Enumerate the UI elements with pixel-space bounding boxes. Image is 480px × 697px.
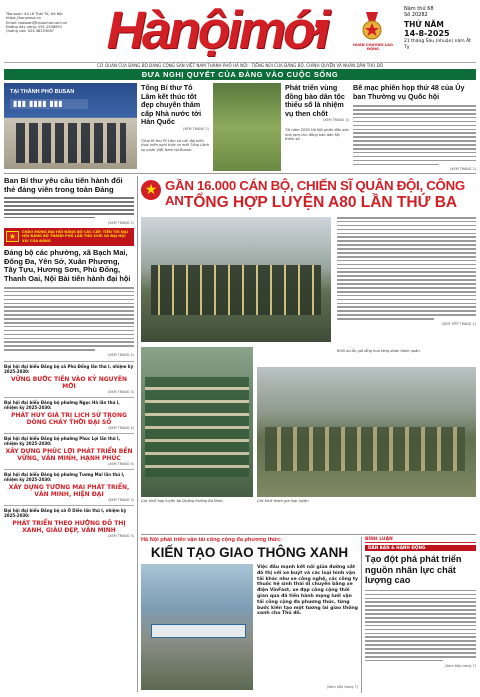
- forest-story-caption: Tới năm 2030 Hà Nội phấn đấu xóa nhà tạm cho đồng bào dân tộc thiểu số.: [285, 128, 349, 141]
- lead-divider: [141, 534, 476, 535]
- lead-story[interactable]: [141, 177, 476, 532]
- sub-item-more[interactable]: (XEM TRANG 3): [107, 390, 134, 395]
- sub-item-title: Đại hội đại biểu Đảng bộ phường Ngọc Hà lần thứ I, nhiệm kỳ 2025-2030:: [4, 400, 120, 411]
- masthead-tagline: CƠ QUAN CỦA ĐẢNG BỘ ĐẢNG CỘNG SẢN VIỆT NAM THÀNH PHỐ HÀ NỘI · TIẾNG NÓI CỦA ĐẢNG BỘ, CHÍNH QUYỀN VÀ NHÂN DÂN THỦ ĐÔ: [4, 62, 476, 69]
- korea-photo-banner: TẠI THÀNH PHỐ BUSAN: [10, 89, 75, 95]
- lead-photo-square[interactable]: [257, 367, 476, 497]
- ads-line: Quảng cáo: 024.38253067: [6, 29, 55, 34]
- sub-item[interactable]: [4, 469, 134, 502]
- lunar-date: 21 tháng Sáu (nhuận) năm Ất Tỵ: [404, 39, 471, 50]
- sub-item-title: Đại hội đại biểu Đảng bộ xã Phù Đổng lần thứ I, nhiệm kỳ 2025-2030:: [4, 364, 134, 375]
- sub-item-more[interactable]: (XEM TRANG 4): [107, 462, 134, 467]
- sub-item[interactable]: [4, 505, 134, 538]
- flag-icon: ★: [6, 231, 19, 242]
- left-column: [4, 176, 134, 692]
- lead-photo-women-rows: [145, 377, 249, 477]
- star-icon: ★: [141, 180, 161, 200]
- sub-item-more[interactable]: (XEM TRANG 4): [107, 426, 134, 431]
- forest-photo[interactable]: [213, 83, 281, 171]
- congress-story-body: [353, 105, 476, 165]
- issue-number: Số 20282: [404, 12, 428, 18]
- award-badge-text: HUÂN CHƯƠNG LAO ĐỘNG: [353, 43, 393, 51]
- korea-story-more[interactable]: (XEM TRANG 2): [182, 126, 209, 131]
- lead-photo-soldiers: [151, 265, 321, 315]
- ward-headline[interactable]: Đảng bộ các phường, xã Bạch Mai, Đống Đa, Yên Sở, Xuân Phương, Tây Tựu, Hương Sơn, Phù Đổng, Thanh Oai, Nội Bài tiến hành đại hội: [4, 247, 131, 284]
- congress-banner: [4, 228, 134, 246]
- lead-story-body: [337, 217, 476, 326]
- congress-story-headline[interactable]: Bế mạc phiên họp thứ 48 của Ủy ban Thường vụ Quốc hội: [353, 83, 465, 101]
- korea-photo-sign: ▮▮▮ ▮▮▮▮ ▮▮▮: [10, 99, 88, 109]
- weekday: THỨ NĂM: [404, 20, 444, 29]
- sub-item-title: Đại hội đại biểu Đảng bộ phường Tương Mai lần thứ I, nhiệm kỳ 2025-2030:: [4, 472, 125, 483]
- transport-more[interactable]: (Xem tiếp trang 7): [326, 685, 358, 689]
- lead-photo-parade-top[interactable]: [141, 217, 331, 342]
- lead-photo-women[interactable]: [141, 347, 253, 497]
- korea-story-caption: Tổng Bí thư Tô Lâm và các đại biểu thực hiện nghi thức ra mắt Tổng Lãnh sự quán Việt Nam tại Busan.: [141, 138, 209, 152]
- email-line[interactable]: Email: toasoan@hanoimoi.com.vn: [6, 20, 68, 25]
- editorial-body: [365, 590, 476, 662]
- korea-photo-people: [16, 123, 126, 163]
- sub-item[interactable]: [4, 433, 134, 466]
- sub-item-more[interactable]: (XEM TRANG 5): [107, 498, 134, 503]
- congress-story-more[interactable]: (XEM TRANG 2): [449, 167, 476, 172]
- transport-lede: Việc đầu mạnh kết nối giữa đường sắt đô thị với xe buýt và các loại hình vận tải khác như xe công nghệ, các công ty thuốc hệ sinh thái di chuyển bằng xe điện VinFast, xe đạp công cộng thời gian qua đã tiến hành mạng lưới vận tải công cộng đa phương thức, từng bước kiến tạo một tương lai giao thông xanh cho Thủ đô.: [257, 565, 359, 617]
- masthead-left-info: [6, 12, 84, 33]
- sub-item-more[interactable]: (XEM TRANG 5): [107, 534, 134, 539]
- sub-item-highlight[interactable]: XÂY DỰNG TƯƠNG MAI PHÁT TRIỂN, VĂN MINH, HIỆN ĐẠI: [8, 484, 130, 499]
- masthead-banner: ĐƯA NGHỊ QUYẾT CỦA ĐẢNG VÀO CUỘC SỐNG: [4, 69, 476, 80]
- editorial-headline[interactable]: Tạo đột phá phát triển nguồn nhân lực chất lượng cao: [365, 554, 462, 586]
- transport-divider: [361, 537, 362, 693]
- lead-story-headline-2[interactable]: TỔNG HỢP LUYỆN A80 LẦN THỨ BA: [183, 194, 458, 211]
- award-medal-icon: [360, 12, 384, 42]
- editorial-section: DÂN BÀN & HÀNH ĐỘNG: [365, 545, 476, 551]
- forest-story[interactable]: [285, 84, 349, 141]
- year-of-publication: Năm thứ 68: [404, 6, 434, 12]
- sub-item-highlight[interactable]: XÂY DỰNG PHÚC LỢI PHÁT TRIỂN BỀN VỮNG, VĂN MINH, HẠNH PHÚC: [5, 448, 133, 463]
- korea-story[interactable]: [141, 84, 209, 152]
- transport-photo[interactable]: [141, 564, 253, 690]
- sub-item[interactable]: [4, 361, 134, 394]
- korea-photo[interactable]: [4, 83, 137, 169]
- forest-story-more[interactable]: (XEM TRANG 3): [322, 118, 349, 123]
- lead-photo-caption-1: Khối nữ Ấn gửi lẵng hoa tặng đoàn hành quân.: [337, 349, 421, 353]
- lead-photo-square-formations: [265, 427, 465, 471]
- transport-photo-train: [151, 624, 246, 638]
- sub-item-highlight[interactable]: PHÁT TRIỂN THEO HƯỚNG ĐÔ THỊ XANH, GIÀU ĐẸP, VĂN MINH: [12, 520, 126, 535]
- masthead: [0, 0, 480, 66]
- address-line: Tòa soạn: 44 Lê Thái Tổ, Hà Nội: [6, 12, 63, 16]
- sub-item-title: Đại hội đại biểu Đảng bộ xã Ô Diên lần thứ I, nhiệm kỳ 2025-2030:: [4, 508, 127, 519]
- lead-story-headline-1[interactable]: GẦN 16.000 CÁN BỘ, CHIẾN SĨ QUÂN ĐỘI, CÔNG AN: [165, 178, 465, 208]
- transport-kicker: Hà Nội phát triển vận tải công cộng đa phương thức:: [141, 537, 283, 543]
- ward-more[interactable]: (XEM TRANG 4): [107, 353, 134, 358]
- editorial[interactable]: [365, 537, 476, 693]
- editorial-label: BÌNH LUẬN: [365, 537, 476, 543]
- forest-story-headline[interactable]: Phát triển vùng đồng bào dân tộc thiểu số là nhiệm vụ then chốt: [285, 83, 345, 118]
- website-line[interactable]: https://hanoimoi.vn: [6, 16, 42, 21]
- masthead-logo[interactable]: Hànộimới: [106, 1, 328, 60]
- korea-story-headline[interactable]: Tổng Bí thư Tô Lâm kết thúc tốt đẹp chuyến thăm cấp Nhà nước tới Hàn Quốc: [141, 83, 202, 127]
- sub-item[interactable]: [4, 397, 134, 430]
- sub-item-highlight[interactable]: VỮNG BƯỚC TIẾN VÀO KỶ NGUYÊN MỚI: [11, 376, 127, 391]
- transport-story[interactable]: [141, 537, 358, 693]
- sub-item-highlight[interactable]: PHÁT HUY GIÁ TRỊ LỊCH SỬ TRONG DÒNG CHẢY THỜI ĐẠI SỐ: [11, 412, 127, 427]
- congress-banner-text: CHÀO MỪNG ĐẠI HỘI ĐẢNG BỘ CÁC CẤP, TIẾN TỚI ĐẠI HỘI ĐẢNG BỘ THÀNH PHỐ LẦN THỨ XVIII VÀ ĐẠI HỘI XIV CỦA ĐẢNG: [22, 229, 128, 243]
- transport-headline[interactable]: KIẾN TẠO GIAO THÔNG XANH: [150, 545, 349, 560]
- congress-story[interactable]: [353, 84, 476, 171]
- lead-left-more[interactable]: (XEM TRANG 2): [107, 220, 134, 225]
- lead-left-headline[interactable]: Ban Bí thư yêu cầu tiến hành đổi thẻ đảng viên trong toàn Đảng: [4, 176, 123, 195]
- lead-photo-caption-3: Các khối tham gia hợp luyện.: [257, 499, 310, 503]
- top-row-divider: [4, 173, 476, 174]
- ward-body: [4, 287, 134, 351]
- editorial-more[interactable]: (Xem tiếp trang 7): [444, 663, 476, 668]
- sub-item-title: Đại hội đại biểu Đảng bộ phường Phúc Lợi lần thứ I, nhiệm kỳ 2025-2030:: [4, 436, 121, 447]
- issue-info: [404, 6, 476, 50]
- left-column-divider: [137, 176, 138, 692]
- issue-date: 14-8-2025: [404, 29, 450, 38]
- lead-photo-caption-2: Các khối hợp luyện tại Quảng trường Ba Đình.: [141, 499, 224, 503]
- hotline-line: Đường dây nóng: 091.2438691: [6, 24, 63, 29]
- lead-left-body: [4, 197, 134, 218]
- lead-story-more[interactable]: (XEM TIẾP TRANG 2): [441, 322, 476, 327]
